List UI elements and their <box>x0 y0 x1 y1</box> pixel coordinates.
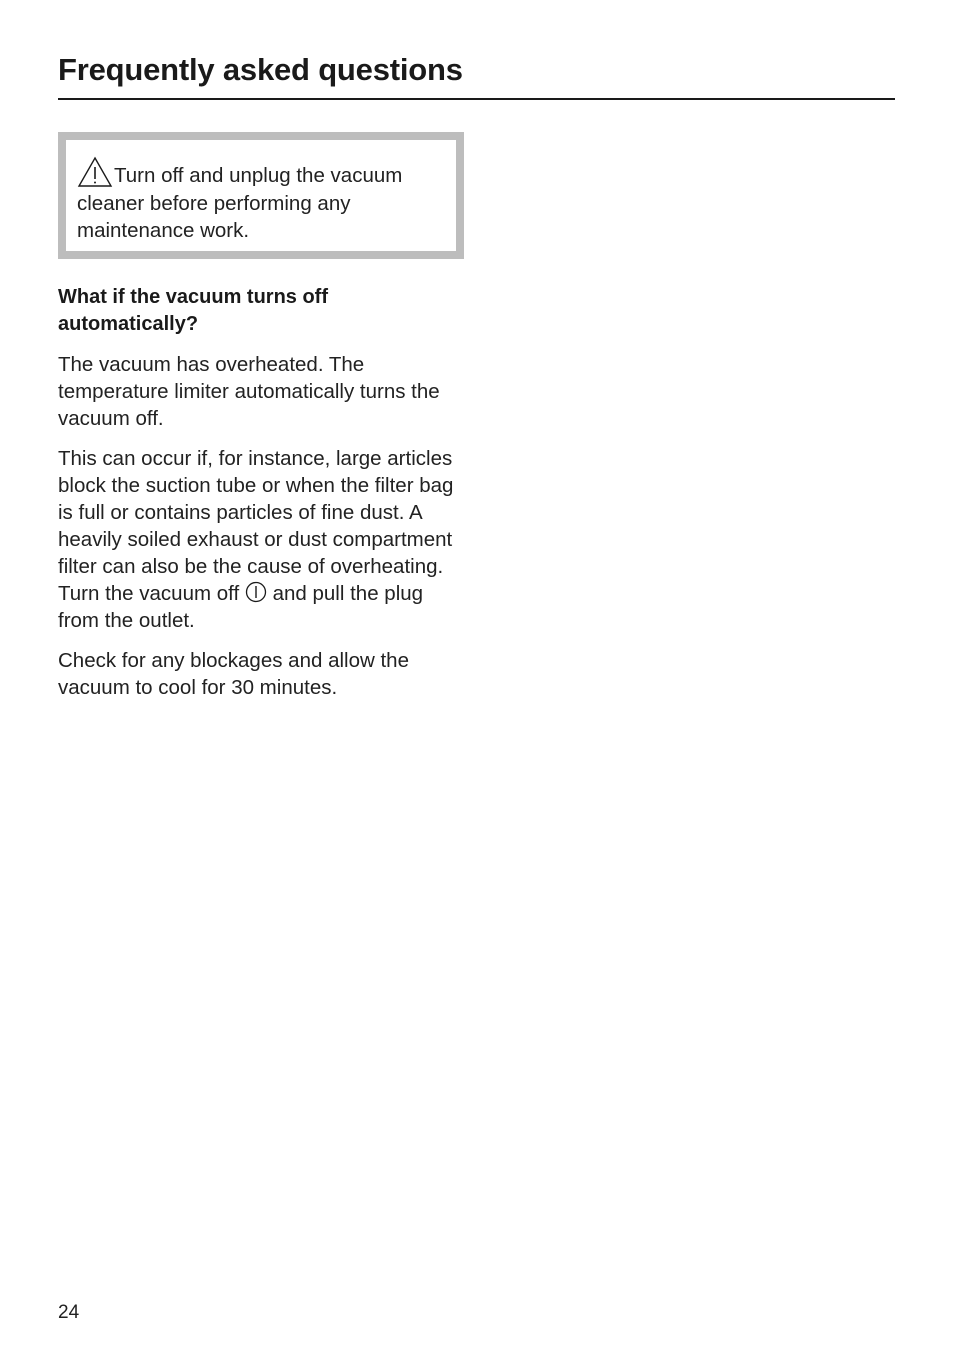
power-off-icon <box>245 581 267 603</box>
faq-paragraph-2-part-2: and pull the plug from the outlet. <box>58 581 424 632</box>
page-number: 24 <box>58 1302 80 1323</box>
title-divider <box>58 98 895 100</box>
warning-text: Turn off and unplug the vacuum cleaner before performing any maintenance work. <box>77 164 403 242</box>
page-title: Frequently asked questions <box>58 52 463 87</box>
faq-paragraph-2-part-1: This can occur if, for instance, large articles block the suction tube or when the filter bag is full or contains particles of fine dust. A heavily soiled exhaust or dust compartment filter can also be the cause of overheating. Turn the vacuum off <box>58 446 454 605</box>
content-column <box>58 132 464 701</box>
faq-paragraph-3: Check for any blockages and allow the vacuum to cool for 30 minutes. <box>58 648 409 699</box>
faq-paragraph-1: The vacuum has overheated. The temperature limiter automatically turns the vacuum off. <box>58 352 440 430</box>
warning-triangle-icon <box>77 156 113 188</box>
faq-paragraph-2 <box>58 445 464 634</box>
warning-box <box>58 132 464 259</box>
faq-question: What if the vacuum turns off automatically? <box>58 285 328 335</box>
